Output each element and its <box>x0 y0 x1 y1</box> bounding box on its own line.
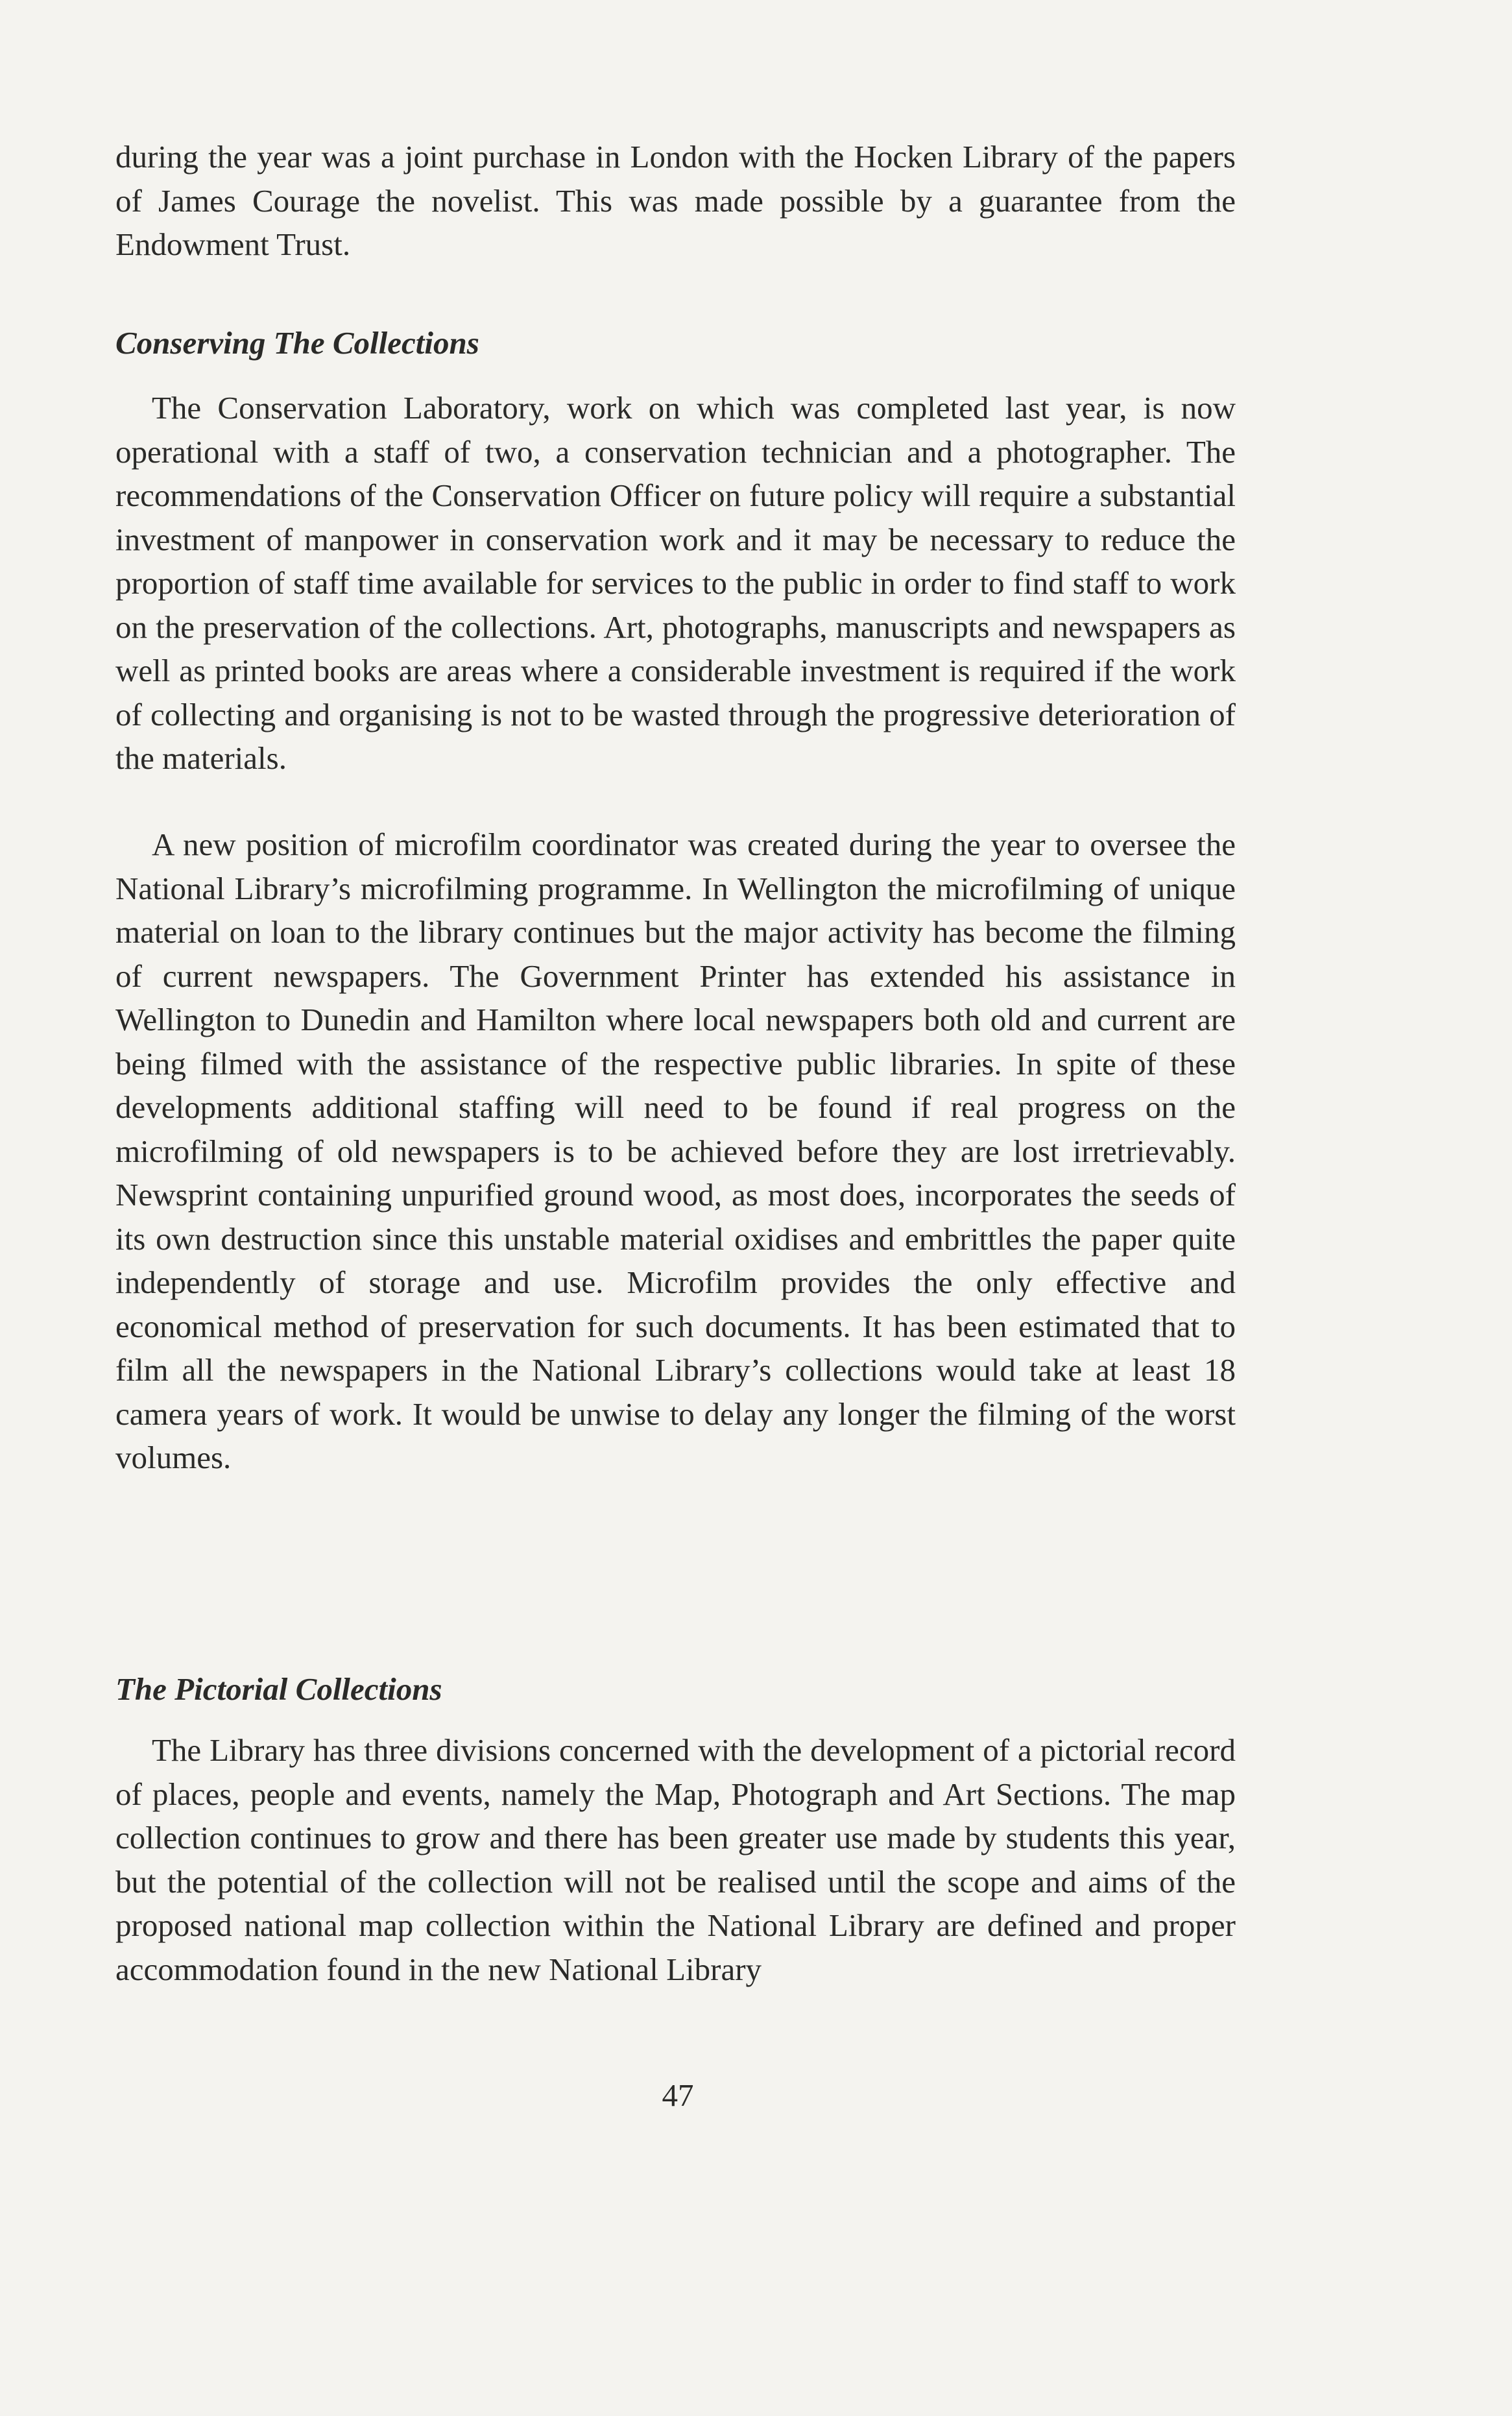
paragraph-block-1 <box>115 135 1236 267</box>
paragraph-endowment-trust: during the year was a joint purchase in London with the Hocken Library of the papers of James Courage the novelist. This was made possible by a guarantee from the Endowment Trust. <box>115 139 1236 262</box>
section-heading-conserving: Conserving The Collections <box>115 325 479 361</box>
paragraph-pictorial-collections: The Library has three divisions concerned with the development of a pictorial record of places, people and events, namely the Map, Photograph and Art Sections. The map collection continues to grow and there has been greater use made by students this year, but the potential of the collection will not be realised until the scope and aims of the proposed national map collection within the National Library are defined and proper accommodation found in the new National Library <box>115 1732 1236 1987</box>
paragraph-block-4 <box>115 1728 1236 1991</box>
paragraph-conservation-laboratory: The Conservation Laboratory, work on which was completed last year, is now operational with a staff of two, a conservation technician and a photographer. The recommendations of the Conservation Officer on future policy will require a substantial investment of manpower in conservation work and it may be necessary to reduce the proportion of staff time available for services to the public in order to find staff to work on the preservation of the collections. Art, photographs, manuscripts and newspapers as well as printed books are areas where a considerable investment is required if the work of collecting and organising is not to be wasted through the progressive deterioration of the materials. <box>115 390 1236 776</box>
paragraph-microfilm: A new position of microfilm coordinator was created during the year to oversee the National Library’s microfilming programme. In Wellington the microfilming of unique material on loan to the library continues but the major activity has become the filming of current newspapers. The Government Printer has extended his assistance in Wellington to Dunedin and Hamilton where local newspapers both old and current are being filmed with the assistance of the respective public libraries. In spite of these developments additional staffing will need to be found if real progress on the microfilming of old newspapers is to be achieved before they are lost irretrievably. Newsprint containing unpurified ground wood, as most does, incorporates the seeds of its own destruction since this unstable material oxidises and embrittles the paper quite independently of storage and use. Microfilm provides the only effective and economical method of preservation for such documents. It has been estimated that to film all the newspapers in the National Library’s collections would take at least 18 camera years of work. It would be unwise to delay any longer the filming of the worst volumes. <box>115 827 1236 1475</box>
paragraph-block-2 <box>115 386 1236 780</box>
paragraph-block-3 <box>115 823 1236 1480</box>
section-heading-pictorial: The Pictorial Collections <box>115 1671 442 1707</box>
page-number: 47 <box>662 2077 694 2113</box>
